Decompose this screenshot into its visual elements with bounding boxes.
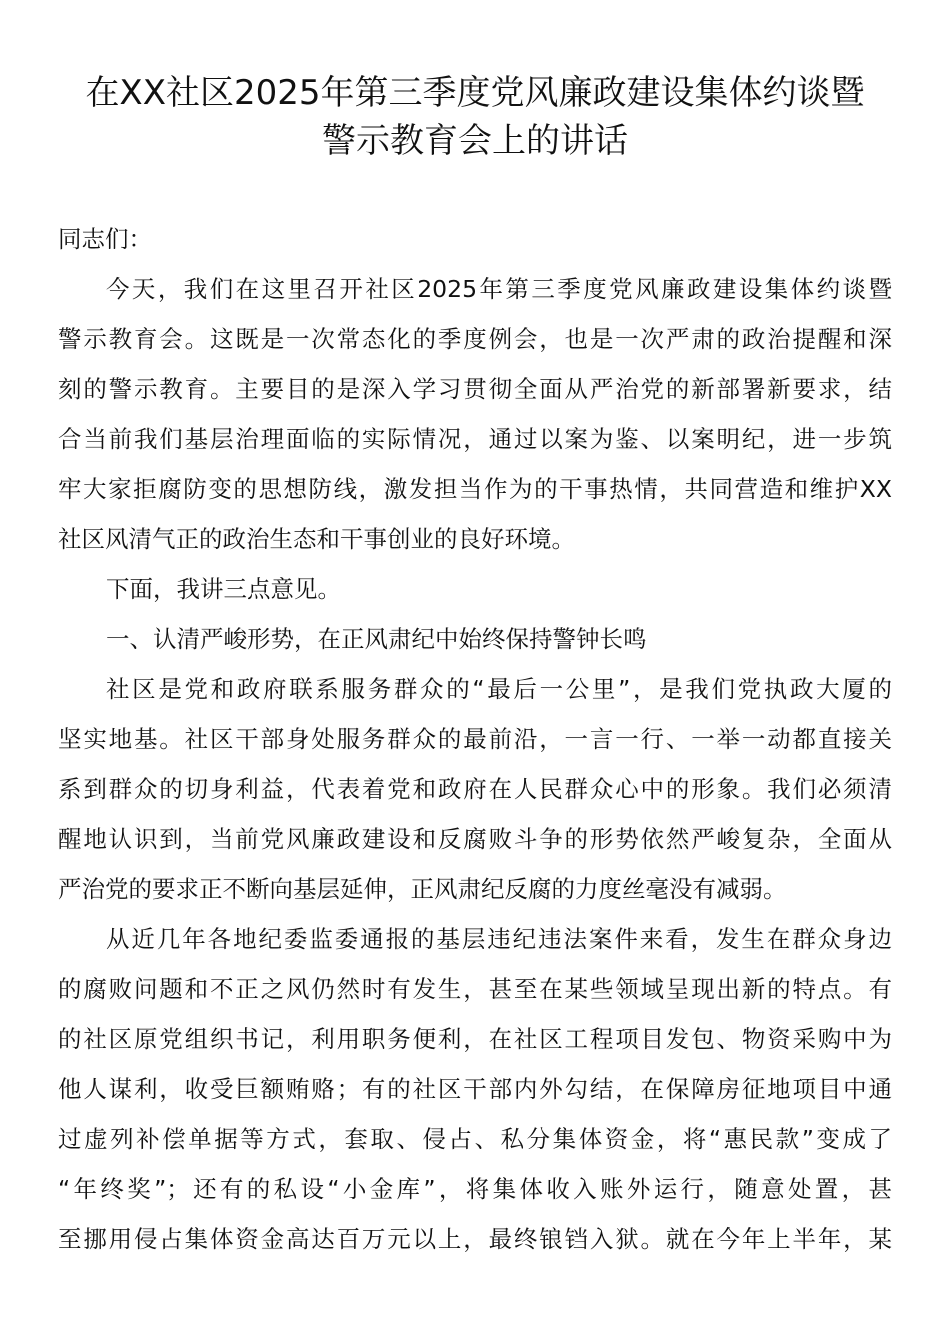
document-title-line-1: 在XX社区2025年第三季度党风廉政建设集体约谈暨	[85, 73, 865, 113]
body-line: 的社区原党组织书记，利用职务便利，在社区工程项目发包、物资采购中为	[58, 1025, 892, 1053]
body-line: 醒地认识到，当前党风廉政建设和反腐败斗争的形势依然严峻复杂，全面从	[58, 825, 892, 853]
body-line: 下面，我讲三点意见。	[106, 575, 341, 603]
document-title-line-2: 警示教育会上的讲话	[322, 121, 628, 161]
body-line: 的腐败问题和不正之风仍然时有发生，甚至在某些领域呈现出新的特点。有	[58, 975, 892, 1003]
body-line: 刻的警示教育。主要目的是深入学习贯彻全面从严治党的新部署新要求，结	[58, 375, 892, 403]
body-line: 坚实地基。社区干部身处服务群众的最前沿，一言一行、一举一动都直接关	[58, 725, 892, 753]
salutation: 同志们：	[58, 225, 152, 253]
body-line: 社区是党和政府联系服务群众的“最后一公里”，是我们党执政大厦的	[106, 675, 892, 703]
body-line: 严治党的要求正不断向基层延伸，正风肃纪反腐的力度丝毫没有减弱。	[58, 875, 787, 903]
body-line: 他人谋利，收受巨额贿赂；有的社区干部内外勾结，在保障房征地项目中通	[58, 1075, 892, 1103]
section-heading-1: 一、认清严峻形势，在正风肃纪中始终保持警钟长鸣	[106, 625, 647, 653]
body-line: 牢大家拒腐防变的思想防线，激发担当作为的干事热情，共同营造和维护XX	[58, 475, 892, 503]
body-line: 从近几年各地纪委监委通报的基层违纪违法案件来看，发生在群众身边	[106, 925, 892, 953]
body-line: 社区风清气正的政治生态和干事创业的良好环境。	[58, 525, 575, 553]
body-line: “年终奖”；还有的私设“小金库”，将集体收入账外运行，随意处置，甚	[58, 1175, 892, 1203]
body-line: 今天，我们在这里召开社区2025年第三季度党风廉政建设集体约谈暨	[106, 275, 892, 303]
body-line: 至挪用侵占集体资金高达百万元以上，最终锒铛入狱。就在今年上半年，某	[58, 1225, 892, 1253]
body-line: 合当前我们基层治理面临的实际情况，通过以案为鉴、以案明纪，进一步筑	[58, 425, 892, 453]
body-line: 过虚列补偿单据等方式，套取、侵占、私分集体资金，将“惠民款”变成了	[58, 1125, 892, 1153]
body-line: 系到群众的切身利益，代表着党和政府在人民群众心中的形象。我们必须清	[58, 775, 892, 803]
body-line: 警示教育会。这既是一次常态化的季度例会，也是一次严肃的政治提醒和深	[58, 325, 892, 353]
